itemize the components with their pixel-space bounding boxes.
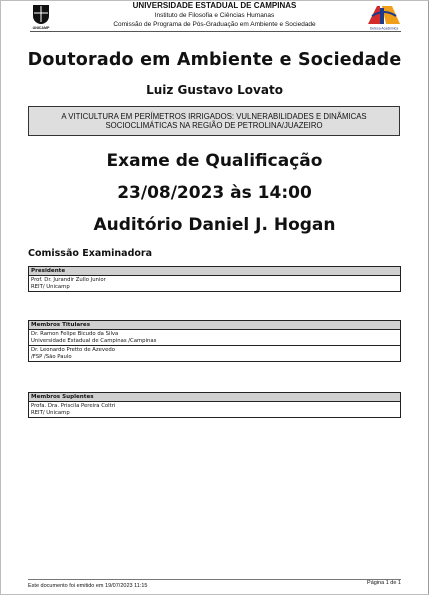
member-name: Dr. Ramon Felipe Bicudo da Silva — [31, 331, 119, 337]
page-number: Página 1 de 1 — [367, 580, 401, 586]
substitutes-heading: Membros Suplentes — [29, 393, 400, 402]
member-entry — [29, 330, 400, 345]
substitute-members-box — [28, 392, 401, 418]
issued-timestamp: Este documento foi emitido em 19/07/2023 11:15 — [28, 583, 148, 589]
exam-type: Exame de Qualificação — [106, 151, 323, 171]
member-name: Dr. Leonardo Pretto de Azevedo — [31, 347, 115, 354]
titular-heading: Membros Titulares — [29, 321, 400, 330]
member-entry — [29, 402, 400, 417]
member-entry — [29, 345, 400, 361]
exam-datetime: 23/08/2023 às 14:00 — [117, 183, 312, 203]
author-name: Luiz Gustavo Lovato — [146, 83, 283, 97]
committee-heading: Comissão Examinadora — [28, 248, 152, 259]
member-name: Prof. Dr. Jurandir Zullo Junior — [31, 277, 106, 283]
program-title: Doutorado em Ambiente e Sociedade — [27, 50, 402, 70]
member-affiliation: REIT/ Unicamp — [31, 283, 70, 290]
member-name: Profa. Dra. Priscila Pereira Coltri — [31, 403, 116, 409]
header-divider — [30, 31, 401, 32]
president-box — [28, 266, 401, 292]
university-name: UNIVERSIDADE ESTADUAL DE CAMPINAS — [132, 1, 297, 10]
member-affiliation: Universidade Estadual de Campinas /Campinas — [31, 337, 157, 344]
member-affiliation: REIT/ Unicamp — [31, 409, 70, 416]
defesa-logo-caption: Defesa Acadêmica — [369, 26, 399, 31]
exam-location: Auditório Daniel J. Hogan — [93, 215, 336, 235]
institute-name: Instituto de Filosofia e Ciências Humanas — [154, 12, 275, 19]
unicamp-logo-caption: UNICAMP — [32, 26, 50, 30]
thesis-title-box — [28, 106, 400, 136]
member-affiliation: /FSP /São Paulo — [31, 353, 72, 360]
footer-divider — [28, 579, 401, 580]
commission-name: Comissão de Programa de Pós-Graduação em Ambiente e Sociedade — [113, 21, 316, 28]
member-entry — [29, 276, 400, 291]
titular-members-box — [28, 320, 401, 362]
president-heading: Presidente — [29, 267, 400, 276]
defesa-academica-logo-icon — [366, 4, 402, 31]
thesis-title: A VITICULTURA EM PERÍMETROS IRRIGADOS: VULNERABILIDADES E DINÂMICAS SOCIOCLIMÁTICAS NA REGIÃO DE PETROLINA/JUAZEIRO — [61, 111, 367, 130]
